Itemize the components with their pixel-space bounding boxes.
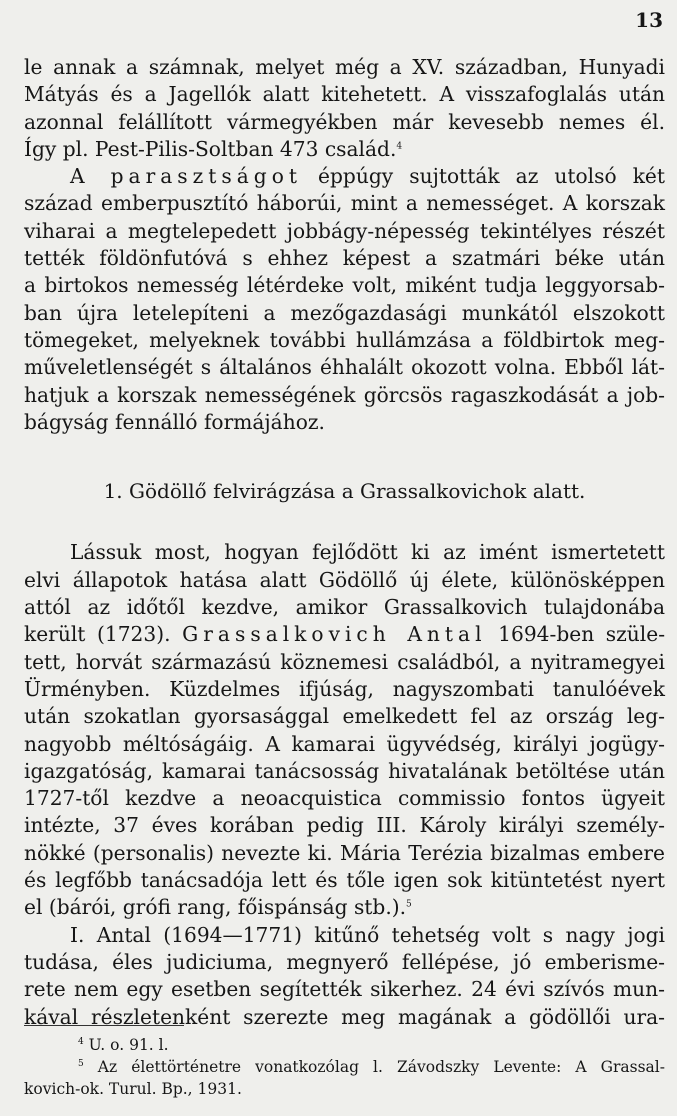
text-line: ban újra letelepíteni a mezőgazdasági munkától elszokott [24, 300, 665, 325]
text-line: azonnal felállított vármegyékben már kevesebb nemes él. [24, 109, 665, 134]
footnote-marker: 5 [78, 1058, 84, 1069]
text-line: és legfőbb tanácsadója lett és tőle igen sok kitüntetést nyert [24, 868, 665, 893]
body-text [24, 54, 665, 1031]
footnote [24, 1034, 665, 1056]
text-fragment: el (bárói, grófi rang, főispánság stb.). [24, 895, 407, 920]
text-line: tudása, éles judiciuma, megnyerő fellépése, jó emberisme- [24, 949, 665, 974]
footnote-divider [24, 1025, 184, 1026]
section-heading: 1. Gödöllő felvirágzása a Grassalkovichok alatt. [103, 479, 586, 504]
footnote-ref: 4 [396, 141, 403, 152]
text-line: kával részletenként szerezte meg magának a gödöllői ura- [24, 1004, 665, 1029]
text-line: igazgatóság, kamarai tanácsosság hivatalának betöltése után [24, 758, 665, 783]
text-line: tették földönfutóvá s ehhez képest a szatmári béke után [24, 246, 665, 271]
text-line: után szokatlan gyorsasággal emelkedett fel az ország leg- [24, 704, 665, 729]
emphasized-name: Grassalkovich Antal [182, 622, 487, 647]
footnote-text: Az élettörténetre vonatkozólag l. Závodszky Levente: A Grassal- [97, 1058, 665, 1076]
text-line: rete nem egy esetben segítették sikerhez. 24 évi szívós mun- [24, 977, 665, 1002]
text-fragment: Így pl. Pest-Pilis-Soltban 473 család. [24, 136, 397, 161]
text-line: elvi állapotok hatása alatt Gödöllő új élete, különösképpen [24, 567, 665, 592]
text-line: le annak a számnak, melyet még a XV. században, Hunyadi [24, 55, 665, 79]
emphasized-term: A parasztságot [70, 164, 302, 189]
footnotes [24, 1034, 665, 1100]
text-fragment: került (1723). [24, 622, 183, 647]
text-line: Mátyás és a Jagellók alatt kitehetett. A visszafoglalás után [24, 82, 665, 107]
text-line: nökké (personalis) nevezte ki. Mária Terézia bizalmas embere [24, 840, 665, 865]
text-line: tett, horvát származású köznemesi családból, a nyitramegyei [24, 649, 665, 674]
text-line: Lássuk most, hogyan fejlődött ki az imént ismertetett [70, 540, 665, 565]
footnote-marker: 4 [78, 1036, 84, 1047]
text-line [24, 894, 665, 921]
text-line: Ürményben. Küzdelmes ifjúság, nagyszombati tanulóévek [24, 676, 665, 701]
text-line: I. Antal (1694—1771) kitűnő tehetség volt s nagy jogi [70, 922, 665, 947]
text-fragment: éppúgy sujtották az utolsó két [301, 164, 665, 189]
text-line: viharai a megtelepedett jobbágy-népesség tekintélyes részét [24, 218, 665, 243]
text-line: nagyobb méltóságáig. A kamarai ügyvédség, királyi jogügy- [24, 731, 665, 756]
text-line [24, 163, 665, 190]
page-number: 13 [635, 8, 663, 32]
text-line: intézte, 37 éves korában pedig III. Károly királyi személy- [24, 813, 665, 838]
text-line: 1727-től kezdve a neoacquistica commissio fontos ügyeit [24, 786, 665, 811]
footnote-ref: 5 [406, 899, 412, 910]
text-line: hatjuk a korszak nemességének görcsös ragaszkodását a job- [24, 382, 665, 407]
text-line: század emberpusztító háborúi, mint a nemességet. A korszak [24, 191, 665, 216]
text-line [24, 136, 665, 163]
footnote-continuation: kovich-ok. Turul. Bp., 1931. [24, 1080, 242, 1098]
text-line: bágyság fennálló formájához. [24, 409, 325, 434]
text-line: a birtokos nemesség létérdeke volt, miként tudja leggyorsab- [24, 273, 665, 298]
text-line: tömegeket, melyeknek további hullámzása a földbirtok meg- [24, 327, 665, 352]
footnote-text: U. o. 91. l. [88, 1036, 169, 1054]
text-fragment: 1694-ben szüle- [486, 622, 666, 647]
text-line: műveletlenségét s általános éhhalált okozott volna. Ebből lát- [24, 355, 665, 380]
text-line: attól az időtől kezdve, amikor Grassalkovich tulajdonába [24, 595, 665, 620]
footnote [24, 1056, 665, 1078]
text-line [24, 621, 665, 648]
